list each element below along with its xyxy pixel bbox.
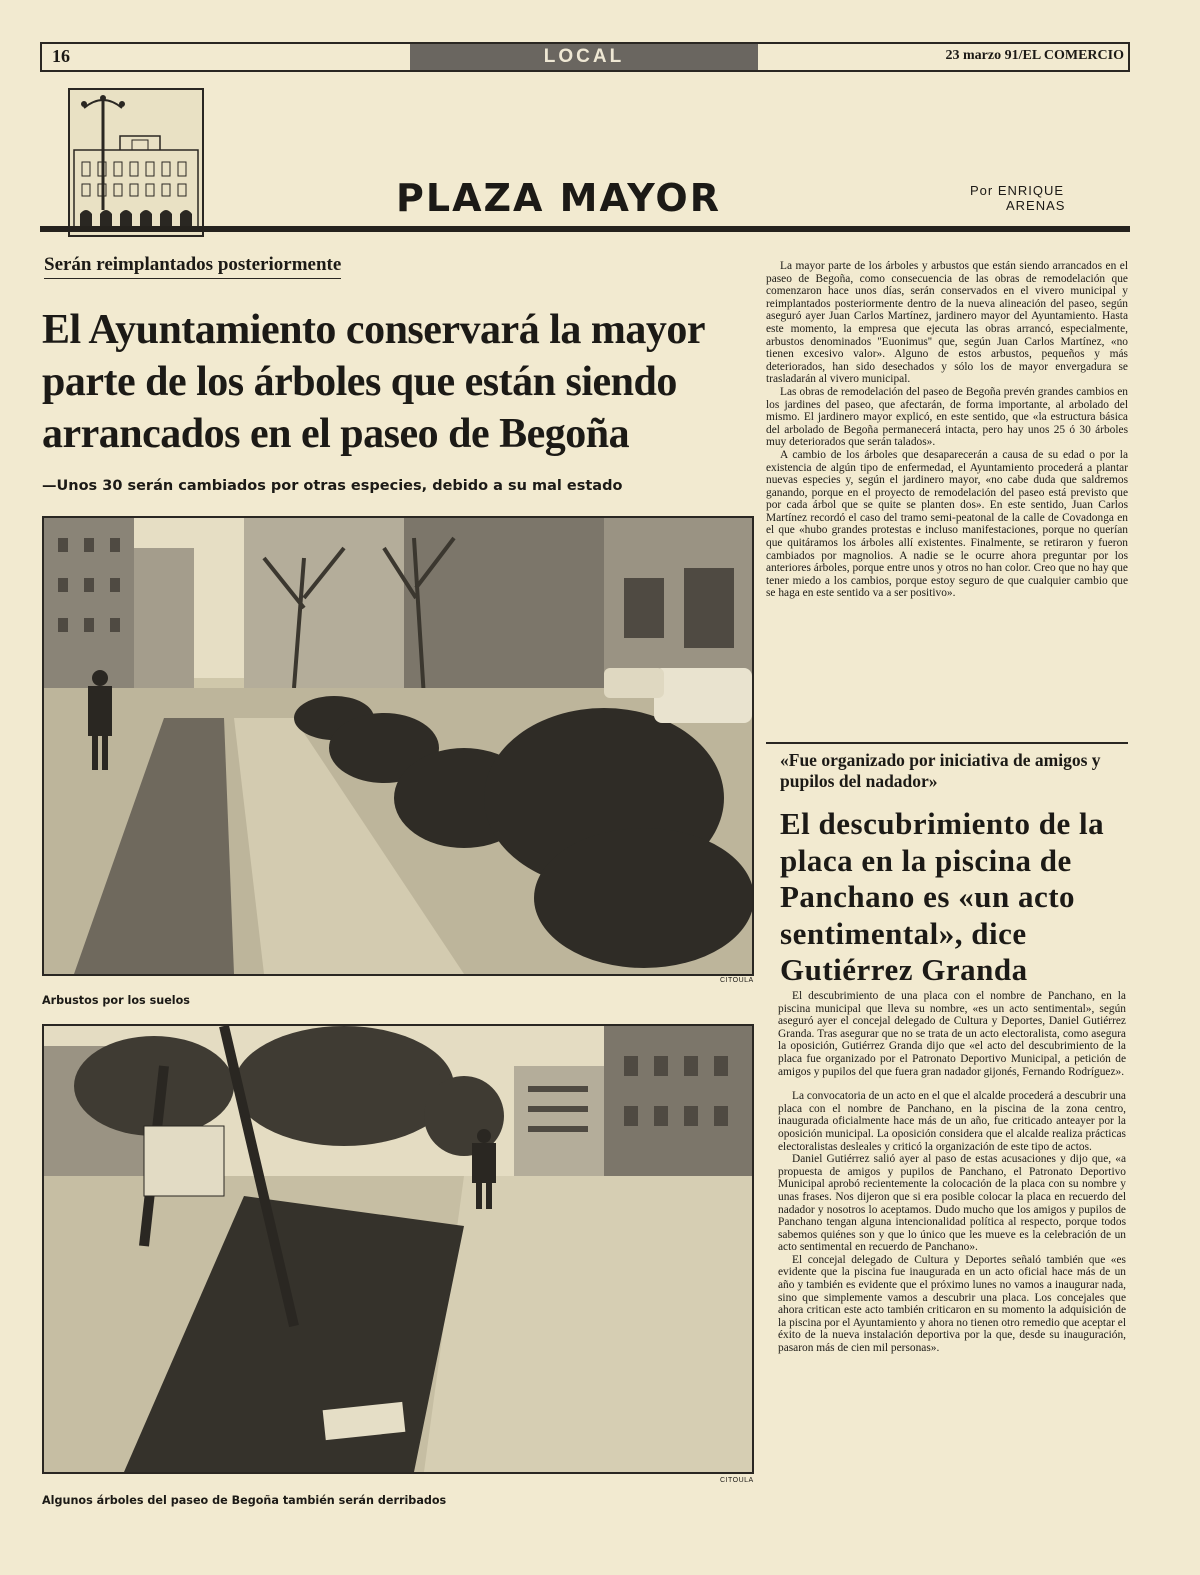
article-paragraph: El descubrimiento de una placa con el nombre de Panchano, en la piscina municipal que lleva su nombre, «es un acto sentimental», según aseguró ayer el concejal delegado de Cultura y Deportes, Daniel Gutiérrez Granda. Tras asegurar que no se trata de un acto electoralista, como asegura la oposición, Gutiérrez Granda dijo que «el acto del descubrimiento de la placa fue organizado por el Patronato Deportivo Municipal, a petición de amigos y pupilos del que fuera gran nadador gijonés, Fernando Rodríguez». [778, 990, 1126, 1078]
article-subhead: —Unos 30 serán cambiados por otras especies, debido a su mal estado [42, 478, 623, 494]
photo-caption: Algunos árboles del paseo de Begoña también serán derribados [42, 1494, 447, 1507]
second-article-headline: El descubrimiento de la placa en la piscina de Panchano es «un acto sentimental», dice Gutiérrez Granda [780, 806, 1105, 988]
article-headline: El Ayuntamiento conservará la mayor parte de los árboles que están siendo arrancados en el paseo de Begoña [42, 307, 705, 457]
photo-credit: CITOULA [720, 1477, 754, 1484]
column-title: PLAZA MAYOR [396, 176, 721, 220]
column-byline-author-last: ARENAS [1006, 198, 1066, 213]
article-paragraph: A cambio de los árboles que desaparecerán a causa de su edad o por la existencia de algún tipo de enfermedad, el Ayuntamiento procederá a plantar nuevas especies y, según el jardinero mayor, «no cabe duda que saldremos ganando, porque en el proyecto de remodelación del paseo está previsto que por cada árbol que se quite se planten dos». En este sentido, Juan Carlos Martínez recordó el caso del tramo semi-peatonal de la calle de Covadonga en el que «hubo grandes protestas e incluso manifestaciones, porque no querían que quitáramos los árboles allí existentes. Finalmente, se retiraron y fueron cambiados por magnolios. A nadie se le ocurre ahora preguntar por los anteriores árboles, porque entre unos y otros no han color. Creo que no hay que tener miedo a los cambios, porque estoy seguro de que cualquier cambio que se haga en este sentido va a ser positivo». [766, 448, 1128, 600]
plaza-mayor-logo [68, 88, 204, 237]
article-paragraph: La mayor parte de los árboles y arbustos que están siendo arrancados en el paseo de Begoña, como consecuencia de las obras de remodelación que comenzaron hace unos días, serán conservados en el vivero municipal y reimplantados posteriormente dentro de la nueva alineación del paseo, según aseguró ayer Juan Carlos Martínez, jardinero mayor del Ayuntamiento. Hasta este momento, la empresa que ejecuta las obras arrancó, especialmente, arbustos denominados ''Euonimus'' que, según Juan Carlos Martínez, «no tienen excesivo valor». Alguno de estos arbustos, pequeños y más deteriorados, han sido desechados y sólo los de mayor envergadura se trasladarán al vivero municipal. [766, 260, 1128, 386]
photo-trees-begona [42, 1024, 754, 1474]
photo-uprooted-shrubs [42, 516, 754, 976]
column-byline-author-first: Por ENRIQUE [970, 183, 1065, 198]
photo-caption: Arbustos por los suelos [42, 994, 190, 1007]
article-paragraph: La convocatoria de un acto en el que el alcalde procederá a descubrir una placa con el nombre de Panchano, en la piscina de la zona centro, inaugurada oficialmente hace más de un año, fue criticado anteayer por la oposición municipal. La oposición considera que el alcalde realiza prácticas electoralistas desleales y criticó la organización de este tipo de actos. [778, 1090, 1126, 1153]
second-article-kicker: «Fue organizado por iniciativa de amigos y pupilos del nadador» [780, 750, 1101, 791]
issue-date: 23 marzo 91/EL COMERCIO [945, 48, 1124, 63]
section-label: LOCAL [410, 44, 758, 70]
boulevard-scene-illustration [44, 1026, 752, 1472]
banner-rule [40, 226, 1130, 232]
article-paragraph: Las obras de remodelación del paseo de Begoña prevén grandes cambios en los jardines del paseo, que afectarán, de forma importante, al arbolado del mismo. El jardinero mayor explicó, en este sentido, que «la estructura básica del arbolado de Begoña permanecerá intacta, pero hay unos 25 ó 30 árboles muy deteriorados que serán talados». [766, 385, 1128, 449]
street-scene-illustration [44, 518, 752, 974]
article-paragraph: Daniel Gutiérrez salió ayer al paso de estas acusaciones y dijo que, «a propuesta de amigos y pupilos de Panchano, el Patronato Deportivo Municipal aprobó recientemente la colocación de la placa con su nombre y unas frases. Nos dijeron que si era posible colocar la placa en recuerdo del nadador y nosotros lo aceptamos. Dudo mucho que los amigos y pupilos de Panchano tengan alguna intencionalidad política al respecto, porque todos sabemos quiénes son y que lo único que les mueve es la celebración de un acto sentimental en recuerdo de Panchano». [778, 1153, 1126, 1254]
photo-credit: CITOULA [720, 977, 754, 984]
article-body [766, 260, 1128, 600]
article-paragraph: El concejal delegado de Cultura y Deportes señaló también que «es evidente que la piscina fue inaugurada en un acto oficial hace más de un año y también es evidente que el próximo lunes no vamos a inaugurar nada, sino que simplemente vamos a descubrir una placa. Los concejales que ahora critican este acto también criticaron en su momento la adquisición de la piscina por el Ayuntamiento y ahora no tienen otro remedio que aceptar el éxito de la nueva instalación deportiva por la que, desde su inauguración, pasaron más de cien mil personas». [778, 1253, 1126, 1355]
second-article-rule [766, 742, 1128, 744]
second-article-body [778, 990, 1126, 1355]
town-hall-illustration [70, 90, 202, 235]
article-kicker: Serán reimplantados posteriormente [44, 254, 341, 279]
page-number: 16 [52, 46, 70, 66]
